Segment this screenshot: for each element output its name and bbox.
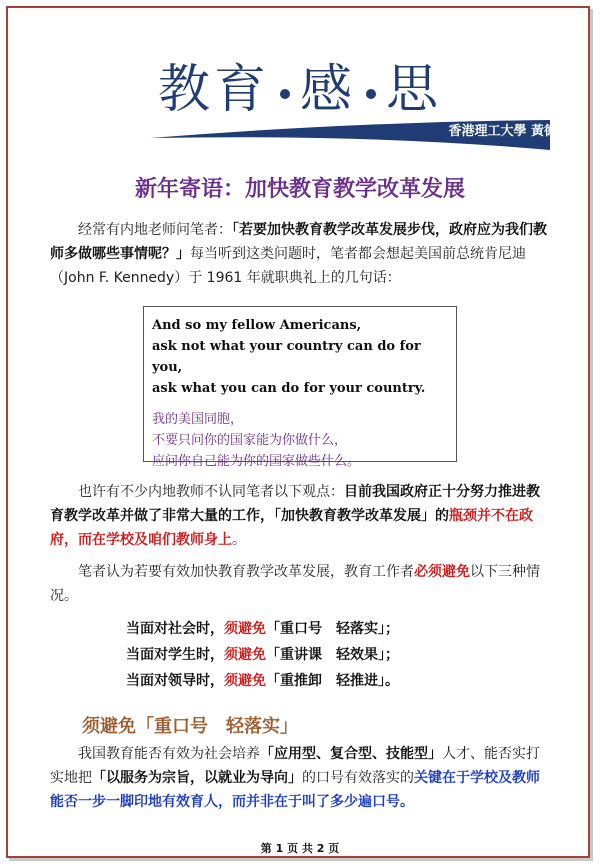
- quote-english: [152, 315, 448, 399]
- viewpoint-bold: 目前我国政府正十分努力推进教育教学改革并做了非常大量的工作，「加快教育教学改革发展」的: [50, 484, 540, 524]
- viewpoint-text-a: 也许有不少内地教师不认同笔者以下观点：: [78, 484, 344, 500]
- quote-chinese: [152, 409, 448, 472]
- cases-text-c: 以下三种情况。: [50, 564, 540, 604]
- list-item-lead: 当面对社会时，: [126, 621, 224, 637]
- body-slogan: 「以服务为宗旨，以就业为导向」: [92, 770, 302, 786]
- viewpoint-end: 。: [232, 532, 246, 548]
- masthead-part-3: 思: [386, 60, 443, 120]
- viewpoint-bottleneck: 瓶颈并不在政府，而在学校及咱们教师身上: [50, 508, 533, 548]
- page-footer: 第 1 页 共 2 页: [260, 842, 340, 855]
- list-item-phrase: 「重讲课 轻效果」；: [266, 647, 399, 663]
- body-key-point: 关键在于学校及教师能否一步一脚印地有效育人，而并非在于叫了多少遍口号。: [50, 770, 540, 810]
- quote-en-line: And so my fellow Americans,: [152, 318, 362, 333]
- quote-cn-line: 我的美国同胞，: [152, 412, 244, 427]
- list-item-lead: 当面对领导时，: [126, 673, 224, 689]
- list-item: [126, 616, 399, 642]
- list-item-lead: 当面对学生时，: [126, 647, 224, 663]
- list-item-avoid: 须避免: [224, 621, 266, 637]
- paragraph-viewpoint: [50, 480, 550, 552]
- bullet-dot-icon: [366, 89, 376, 99]
- body-text-c: 人才、能否实打实地把: [50, 746, 540, 786]
- body-talent-types: 「应用型、复合型、技能型」: [260, 746, 442, 762]
- body-text-a: 我国教育能否有效为社会培养: [78, 746, 260, 762]
- quote-en-line: ask what you can do for your country.: [152, 381, 426, 396]
- paragraph-section-body: [50, 742, 550, 814]
- list-item: [126, 668, 399, 694]
- masthead-part-2: 感: [299, 60, 356, 120]
- masthead-title: [0, 60, 600, 120]
- quote-cn-line: 不要只问你的国家能为你做什么，: [152, 433, 348, 448]
- author-credit: 香港理工大學 黃德輝: [448, 124, 570, 139]
- paragraph-three-cases: [50, 560, 550, 608]
- masthead-part-1: 教育: [157, 60, 270, 120]
- intro-text-a: 经常有内地老师问笔者：: [78, 222, 232, 238]
- avoid-list: [126, 616, 399, 694]
- quote-cn-line: 应问你自己能为你的国家做些什么。: [152, 454, 361, 469]
- kennedy-quote-box: [143, 306, 457, 469]
- list-item-phrase: 「重推卸 轻推进」。: [266, 673, 399, 689]
- quote-en-line: ask not what your country can do for you,: [152, 339, 421, 375]
- cases-text-a: 笔者认为若要有效加快教育教学改革发展，教育工作者: [78, 564, 414, 580]
- list-item-avoid: 须避免: [224, 673, 266, 689]
- bullet-dot-icon: [280, 89, 290, 99]
- intro-text-c: 每当听到这类问题时，笔者都会想起美国前总统肯尼迪（John F. Kennedy）于 1961 年就职典礼上的几句话：: [50, 246, 526, 286]
- list-item: [126, 642, 399, 668]
- cases-must-avoid: 必须避免: [414, 564, 470, 580]
- list-item-avoid: 须避免: [224, 647, 266, 663]
- paragraph-intro: [50, 218, 550, 290]
- body-text-e: 的口号有效落实的: [302, 770, 414, 786]
- article-headline: 新年寄语：加快教育教学改革发展: [134, 177, 465, 202]
- section-heading: 须避免「重口号 轻落实」: [82, 716, 298, 737]
- list-item-phrase: 「重口号 轻落实」；: [266, 621, 399, 637]
- intro-question: 「若要加快教育教学改革发展步伐，政府应为我们教师多做哪些事情呢？」: [50, 222, 547, 262]
